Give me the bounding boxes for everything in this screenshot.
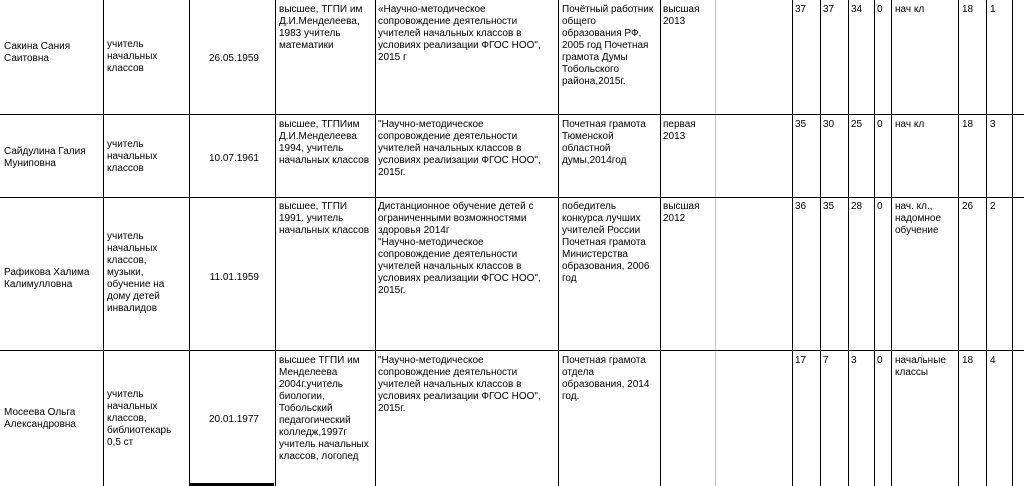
column-border	[848, 0, 849, 486]
employee-position[interactable]: учитель начальных классов	[107, 139, 158, 174]
education[interactable]: высшее, ТГПИим Д.И.Менделеева 1994, учитель начальных классов	[279, 119, 370, 166]
total-experience[interactable]: 37	[795, 4, 807, 15]
column-border	[275, 0, 276, 486]
column-border	[103, 0, 104, 486]
classes[interactable]: нач кл	[895, 119, 925, 130]
column-border	[820, 0, 821, 486]
school-experience[interactable]: 28	[851, 201, 863, 212]
employee-name[interactable]: Рафикова Халима Калимулловна	[4, 267, 90, 290]
hours[interactable]: 18	[962, 4, 974, 15]
class-number[interactable]: 2	[990, 201, 996, 212]
awards[interactable]: победитель конкурса лучших учителей России Почетная грамота Министерства образования, 2006 год	[562, 201, 650, 284]
school-experience[interactable]: 34	[851, 4, 863, 15]
courses[interactable]: «Научно-методическое сопровождение деятельности учителей начальных классов в условиях реализации ФГОС НОО", 2015 г	[378, 4, 541, 63]
column-border	[958, 0, 959, 486]
classes[interactable]: нач. кл., надомное обучение	[895, 201, 942, 236]
column-border	[891, 0, 892, 486]
column-border	[986, 0, 987, 486]
teaching-experience[interactable]: 37	[823, 4, 835, 15]
teaching-experience[interactable]: 30	[823, 119, 835, 130]
extra-value[interactable]: 0	[877, 355, 883, 366]
courses[interactable]: "Научно-методическое сопровождение деятельности учителей начальных классов в условиях реализации ФГОС НОО", 2015г.	[378, 355, 541, 414]
employee-name[interactable]: Сакина Сания Саитовна	[4, 41, 71, 64]
awards[interactable]: Почётный работник общего образования РФ, 2005 год Почетная грамота Думы Тобольского района,2015г.	[562, 4, 654, 87]
awards[interactable]: Почетная грамота Тюменской областной думы,2014год	[562, 119, 646, 166]
class-number[interactable]: 3	[990, 119, 996, 130]
qualification-category[interactable]: высшая 2012	[663, 201, 700, 224]
birth-date[interactable]: 26.05.1959	[208, 53, 259, 64]
column-border	[558, 0, 559, 486]
birth-date[interactable]: 20.01.1977	[208, 414, 259, 425]
hours[interactable]: 18	[962, 119, 974, 130]
education[interactable]: высшее, ТГПИ им Д.И.Менделеева, 1983 учитель математики	[279, 4, 363, 51]
qualification-category[interactable]: высшая 2013	[663, 4, 700, 27]
courses[interactable]: Дистанционное обучение детей с ограниченными возможностями здоровья 2014г "Научно-методическое сопровождение деятельности учителей начальных классов в условиях реализации ФГОС НОО", 2015г.	[378, 201, 541, 296]
classes[interactable]: начальные классы	[895, 355, 946, 378]
birth-date[interactable]: 11.01.1959	[209, 272, 259, 283]
qualification-category[interactable]: первая 2013	[663, 119, 696, 142]
extra-value[interactable]: 0	[877, 4, 883, 15]
column-border	[660, 0, 661, 486]
teaching-experience[interactable]: 7	[823, 355, 829, 366]
total-experience[interactable]: 36	[795, 201, 807, 212]
column-border	[1012, 0, 1013, 486]
birth-date[interactable]: 10.07.1961	[208, 153, 259, 164]
hours[interactable]: 26	[962, 201, 974, 212]
row-border	[0, 350, 1024, 351]
teaching-experience[interactable]: 35	[823, 201, 835, 212]
school-experience[interactable]: 25	[851, 119, 863, 130]
row-border	[0, 114, 1024, 115]
awards[interactable]: Почетная грамота отдела образования, 2014 год.	[562, 355, 650, 402]
column-border	[792, 0, 793, 486]
employee-position[interactable]: учитель начальных классов	[107, 39, 158, 74]
education[interactable]: высшее, ТГПИ 1991. учитель начальных классов	[279, 201, 370, 236]
employee-name[interactable]: Сайдулина Галия Муниповна	[4, 146, 86, 169]
classes[interactable]: нач кл	[895, 4, 925, 15]
courses[interactable]: "Научно-методическое сопровождение деятельности учителей начальных классов в условиях реализации ФГОС НОО", 2015г.	[378, 119, 541, 178]
extra-value[interactable]: 0	[877, 201, 883, 212]
column-border	[715, 0, 716, 486]
employee-position[interactable]: учитель начальных классов, библиотекарь 0,5 ст	[107, 389, 172, 448]
school-experience[interactable]: 3	[851, 355, 857, 366]
employee-name[interactable]: Мосеева Ольга Александровна	[4, 407, 76, 430]
employee-position[interactable]: учитель начальных классов, музыки, обучение на дому детей инвалидов	[107, 231, 165, 314]
total-experience[interactable]: 35	[795, 119, 807, 130]
class-number[interactable]: 1	[990, 4, 996, 15]
row-border	[0, 197, 1024, 198]
column-border	[375, 0, 376, 486]
column-border	[874, 0, 875, 486]
extra-value[interactable]: 0	[877, 119, 883, 130]
class-number[interactable]: 4	[990, 355, 996, 366]
total-experience[interactable]: 17	[795, 355, 807, 366]
hours[interactable]: 18	[962, 355, 974, 366]
education[interactable]: высшее ТГПИ им Менделеева 2004г.учитель биологии, Тобольский педагогический колледж,1997г учитель начальных классов, логопед	[279, 355, 369, 462]
